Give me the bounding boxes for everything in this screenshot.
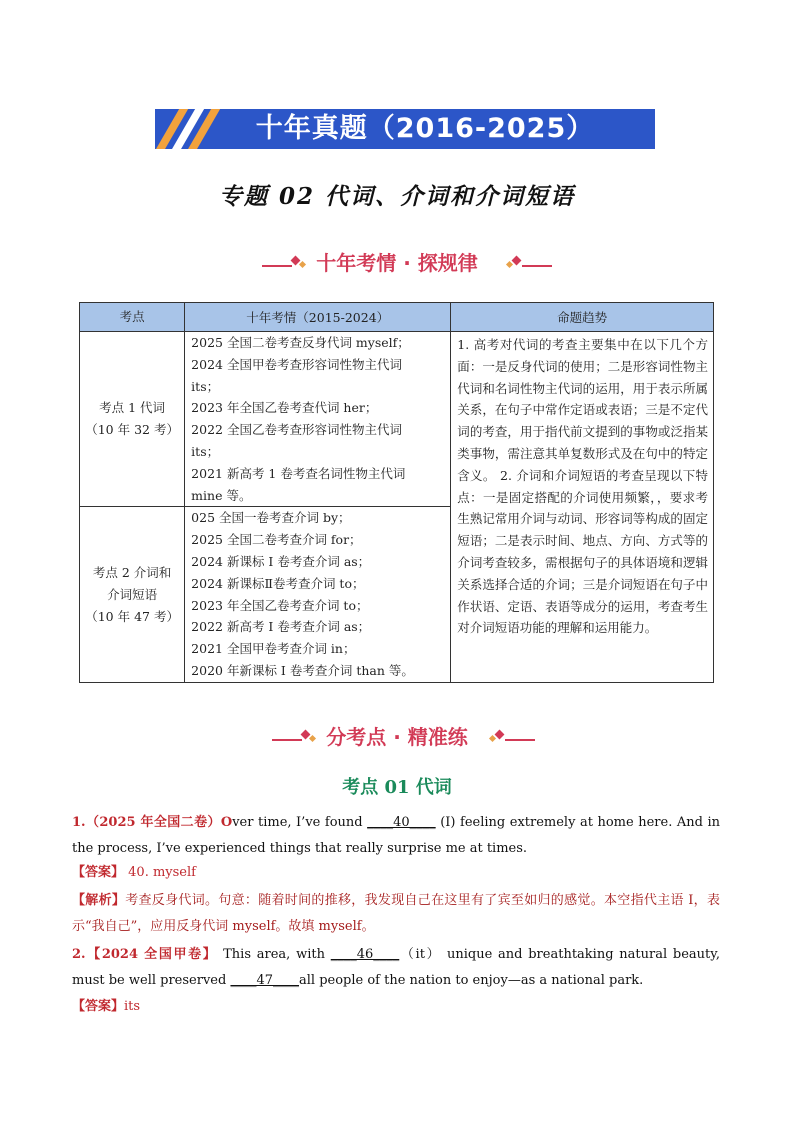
question-text: This area, with [217,947,331,962]
history-line: 2024 全国甲卷考查形容词性物主代词 [191,356,402,372]
table-cell-trend [451,332,714,683]
question-text: (I) feeling extremely at home here. And in the process, I’ve experienced things that really surprise me at times. [72,815,721,856]
section-heading-practice [0,722,794,752]
table-header: 命题趋势 [451,303,714,332]
question-1 [72,810,720,862]
exam-trend-table [79,302,714,683]
answer-label: 【答案】 [72,865,125,880]
answer-text: 40. myself [124,865,196,880]
history-line: 2025 全国二卷考查反身代词 myself； [191,335,410,350]
table-cell-point [80,332,185,507]
analysis-1 [72,888,720,940]
table-cell-point [80,507,185,682]
history-line: its； [191,378,220,394]
trend-text: 1. 高考对代词的考查主要集中在以下几个方面：一是反身代词的使用；二是形容词性物主代词和名词性物主代词的运用，用于表示所属关系，在句子中常作定语或表语；三是不定代词的考查，用于指代前文提到的事物或泛指某类事物，需注意其单复数形式及在句中的特定含义。 2. 介词和介词短语的考查呈现以下特点：一是固定搭配的介词使用频繁，，要求考生熟记常用介词与动词、形容词等构成的固定短语；二是表示时间、地点、方向、方式等的介词考查较多，需根据句子的具体语境和逻辑关系选择合适的介词；三是介词短语在句子中作状语、定语、表语等成分的运用，考查考生对介词短语功能的理解和运用能力。 [457,337,708,636]
history-line: 2021 新高考 1 卷考查名词性物主代词 [191,465,406,481]
history-line: mine 等。 [191,487,252,503]
table-cell-history [185,507,451,682]
analysis-text: 考查反身代词。句意：随着时间的推移，我发现自己在这里有了宾至如归的感觉。本空指代主语 I，表示“我自己”，应用反身代词 myself。故填 myself。 [72,893,720,934]
question-text: all people of the nation to enjoy—as a national park. [299,973,644,988]
topic-title: 专题 02 代词、介词和介词短语 [218,183,576,210]
section-heading-trends [0,248,794,278]
history-line: 2024 新课标Ⅱ卷考查介词 to； [191,575,365,591]
key-point-title: 考点 01 代词 [342,777,452,798]
point-label: 考点 2 介词和 [92,564,172,580]
table-header: 十年考情（2015-2024） [185,303,451,332]
table-cell-history [185,332,451,507]
history-line: 2023 年全国乙卷考查代词 her； [191,400,378,416]
history-line: 025 全国一卷考查介词 by； [191,510,351,526]
answer-label: 【答案】 [72,999,125,1014]
table-header-row [80,303,714,332]
table-header: 考点 [80,303,185,332]
heading-line-right [522,265,552,267]
history-line: 2023 年全国乙卷考查介词 to； [191,597,369,613]
point-count: （10 年 32 考） [85,422,179,438]
history-line: 2022 全国乙卷考查形容词性物主代词 [191,422,402,438]
question-text: ver time, I’ve found [232,815,368,830]
title-banner [155,109,655,149]
point-label: 考点 1 代词 [99,400,166,416]
heading-line-right [505,739,535,741]
question-number: 1.（2025 年全国二卷） [72,815,221,830]
table-row [80,332,714,507]
banner-title: 十年真题（2016-2025） [255,113,595,144]
answer-2 [72,994,720,1020]
question-first-letter: O [220,815,233,830]
history-line: its； [191,443,220,459]
answer-text: its [124,999,141,1014]
question-text: （it） unique and breathtaking natural beauty, must be well preserved [72,947,721,988]
history-line: 2020 年新课标 I 卷考查介词 than 等。 [191,662,414,678]
history-line: 2025 全国二卷考查介词 for； [191,532,362,548]
section-title: 十年考情 · 探规律 [316,251,478,275]
question-blank: ____40____ [367,815,436,830]
section-title: 分考点 · 精准练 [326,725,468,749]
question-blank: ____46____ [330,947,400,962]
point-label: 介词短语 [107,586,158,602]
point-count: （10 年 47 考） [85,608,179,624]
answer-1 [72,860,720,886]
question-blank: ____47____ [230,973,299,988]
history-line: 2024 新课标 I 卷考查介词 as； [191,553,371,569]
analysis-label: 【解析】 [72,893,126,908]
history-line: 2022 新高考 I 卷考查介词 as； [191,619,371,635]
question-2 [72,942,720,994]
history-line: 2021 全国甲卷考查介词 in； [191,641,356,657]
question-number: 2.【2024 全国甲卷】 [72,947,218,962]
